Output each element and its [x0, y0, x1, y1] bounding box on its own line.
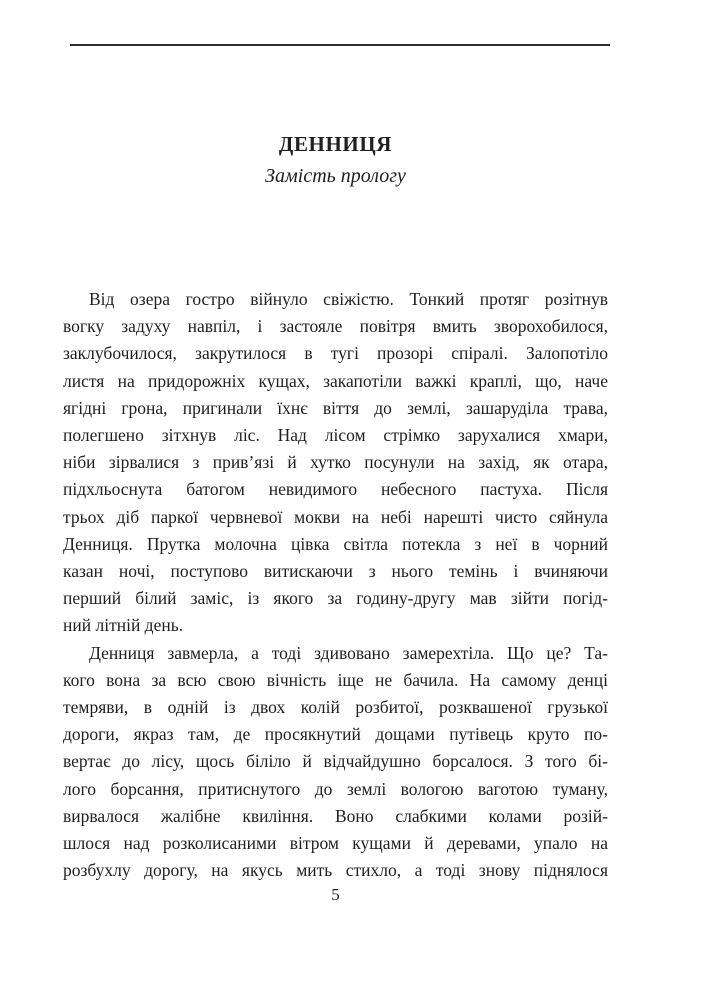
paragraph-2 [63, 640, 608, 885]
text-line: кого вона за всю свою вічність іще не бачила. На самому денці [63, 669, 608, 690]
text-line: вирвалося жалібне квиління. Воно слабкими колами розій- [63, 805, 608, 826]
text-line: дороги, якраз там, де просякнутий дощами путівець круто по- [63, 724, 608, 745]
text-line: вогку задуху навпіл, і застояле повітря вмить зворохобилося, [63, 316, 608, 337]
page-number: 5 [331, 885, 340, 904]
text-line: Денниця завмерла, а тоді здивовано замерехтіла. Що це? Та- [89, 642, 608, 663]
text-line: перший білий заміс, із якого за годину-другу мав зійти погід- [63, 588, 608, 609]
text-line: заклубочилося, закрутилося в тугі прозорі спіралі. Залопотіло [63, 343, 608, 364]
chapter-subtitle: Замість прологу [265, 165, 406, 187]
text-line: Від озера гостро війнуло свіжістю. Тонкий протяг розітнув [89, 289, 608, 309]
text-line: ний літній день. [63, 615, 184, 636]
text-line: лого борсання, притиснутого до землі вологою ваготою туману, [63, 778, 608, 799]
text-line: розбухлу дорогу, на якусь мить стихло, а тоді знову піднялося [63, 860, 608, 881]
header-rule [70, 44, 610, 46]
text-line: казан ночі, поступово витискаючи з нього темінь і вчиняючи [63, 561, 608, 582]
text-line: листя на придорожніх кущах, закапотіли важкі краплі, що, наче [63, 370, 608, 391]
text-line: ніби зірвалися з прив’язі й хутко посунули на захід, як отара, [63, 452, 608, 473]
body-text [63, 286, 608, 884]
text-line: полегшено зітхнув ліс. Над лісом стрімко зарухалися хмари, [63, 425, 608, 446]
text-line: вертає до лісу, щось біліло й відчайдушно борсалося. З того бі- [63, 751, 608, 772]
chapter-title: ДЕННИЦЯ [278, 132, 393, 156]
text-line: шлося над розколисаними вітром кущами й деревами, упало на [63, 833, 608, 854]
text-line: темряви, в одній із двох колій розбитої, розквашеної грузької [63, 697, 608, 718]
paragraph-1 [63, 286, 608, 640]
text-line: трьох діб паркої червневої мокви на небі нарешті чисто сяйнула [63, 506, 608, 527]
text-line: ягідні грона, пригинали їхнє віття до землі, зашаруділа трава, [63, 397, 608, 418]
text-line: підхльоснута батогом невидимого небесного пастуха. Після [63, 479, 608, 500]
text-line: Денниця. Прутка молочна цівка світла потекла з неї в чорний [63, 533, 608, 554]
